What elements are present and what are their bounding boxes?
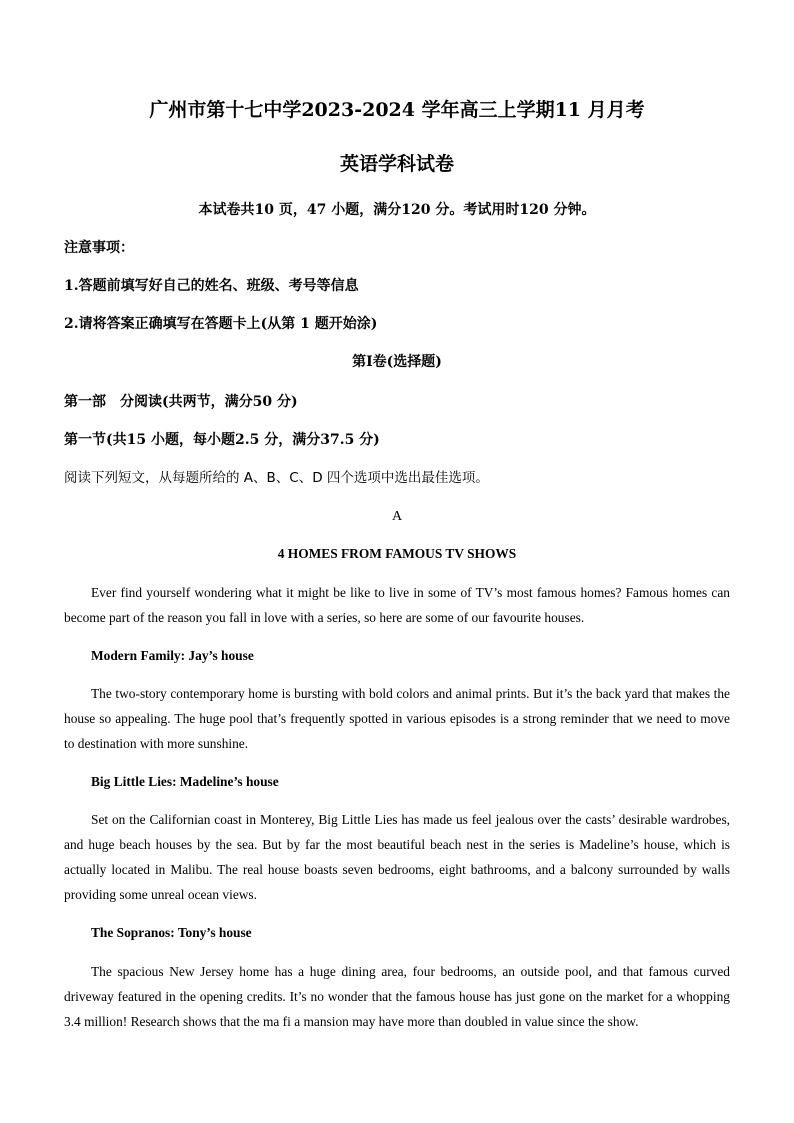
item-heading-sopranos: The Sopranos: Tony’s house xyxy=(91,925,252,940)
item-text-modern-family: The two-story contemporary home is bursting with bold colors and animal prints. But it’s the back yard that makes the house so appealing. The huge pool that’s frequently spotted in various episodes is a strong reminder that we need to move to destination with more sunshine. xyxy=(64,686,730,751)
passage-letter: A xyxy=(391,509,403,524)
instruction-text: 阅读下列短文，从每题所给的 A、B、C、D 四个选项中选出最佳选项。 xyxy=(64,470,489,486)
note-item-1: 1.答题前填写好自己的姓名、班级、考号等信息 xyxy=(64,278,359,294)
passage-intro: Ever find yourself wondering what it might be like to live in some of TV’s most famous homes? Famous homes can become part of the reason you fall in love with a series, so here are some of our favourite houses. xyxy=(64,585,730,625)
item-heading-modern-family: Modern Family: Jay’s house xyxy=(91,648,254,663)
notes-heading: 注意事项： xyxy=(64,240,134,256)
item-text-big-little-lies: Set on the Californian coast in Monterey, Big Little Lies has made us feel jealous over the casts’ desirable wardrobes, and huge beach houses by the sea. But by far the most beautiful beach nest in the series is Madeline’s house, which is actually located in Malibu. The real house boasts seven bedrooms, eight bathrooms, and a balcony surrounded by walls providing some unreal ocean views. xyxy=(64,812,730,902)
part-heading: 第一部 分阅读(共两节，满分50 分) xyxy=(64,394,298,410)
exam-subtitle: 英语学科试卷 xyxy=(339,153,454,175)
subsection-heading: 第一节(共15 小题，每小题2.5 分，满分37.5 分) xyxy=(64,432,380,448)
item-heading-big-little-lies: Big Little Lies: Madeline’s house xyxy=(91,774,279,789)
exam-title: 广州市第十七中学2023-2024 学年高三上学期11 月月考 xyxy=(149,99,645,121)
volume-heading: 第Ⅰ卷(选择题) xyxy=(352,354,442,370)
exam-info: 本试卷共10 页，47 小题，满分120 分。考试用时120 分钟。 xyxy=(198,202,596,218)
note-item-2: 2.请将答案正确填写在答题卡上(从第 1 题开始涂) xyxy=(64,316,378,332)
item-text-sopranos: The spacious New Jersey home has a huge dining area, four bedrooms, an outside pool, and that famous curved driveway featured in the opening credits. It’s no wonder that the famous house has just gone on the market for a whopping 3.4 million! Research shows that the ma fi a mansion may have more than doubled in value since the show. xyxy=(64,964,730,1029)
passage-title: 4 HOMES FROM FAMOUS TV SHOWS xyxy=(277,546,517,561)
